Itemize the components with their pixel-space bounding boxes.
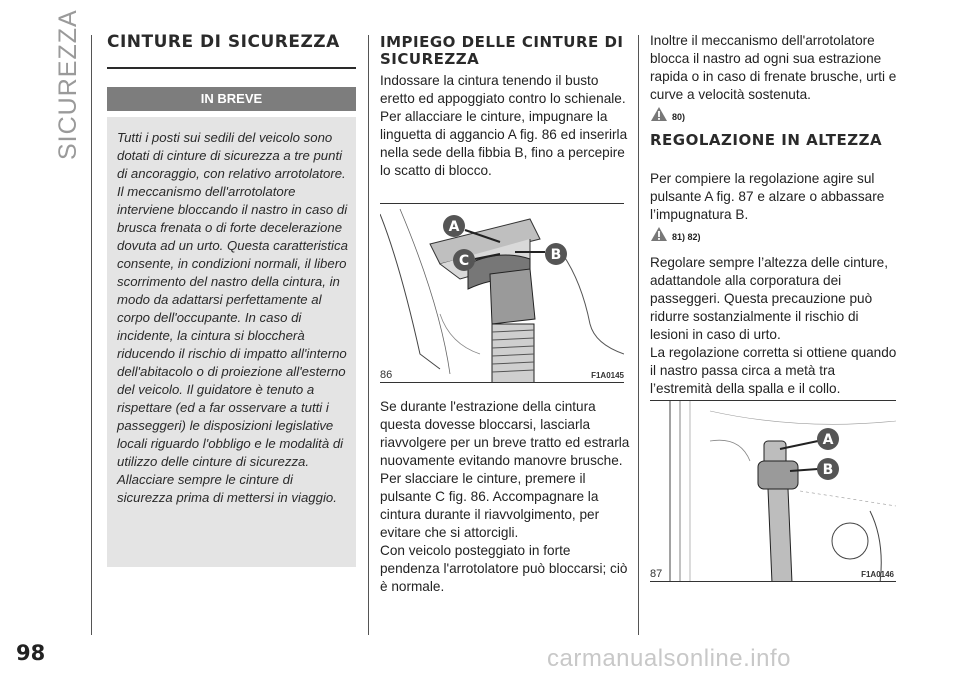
warning-reference xyxy=(650,226,701,242)
retractor-text xyxy=(650,32,898,104)
warning-number: 81) 82) xyxy=(672,232,701,242)
figure-code: F1A0145 xyxy=(591,371,624,380)
paragraph: Per compiere la regolazione agire sul pulsante A fig. 87 e alzare o abbassare l’impugnatura B. xyxy=(650,171,885,222)
seatbelt-buckle-illustration xyxy=(380,204,624,383)
column-divider xyxy=(368,35,369,635)
column-divider xyxy=(91,35,92,635)
warning-icon xyxy=(650,106,668,122)
figure-label: B xyxy=(822,462,834,478)
watermark: carmanualsonline.info xyxy=(547,645,791,672)
figure-label: A xyxy=(822,432,834,448)
brief-box xyxy=(107,117,356,567)
usage-text-top xyxy=(380,72,630,180)
section-heading-height: REGOLAZIONE IN ALTEZZA xyxy=(650,131,883,149)
page-number: 98 xyxy=(16,641,46,665)
heading-underline xyxy=(107,67,356,69)
figure-label: C xyxy=(458,253,470,269)
belt-height-adjuster-illustration xyxy=(650,401,896,582)
usage-text-bottom xyxy=(380,398,630,596)
figure-87 xyxy=(650,400,896,582)
height-text-bottom xyxy=(650,254,898,398)
column-divider xyxy=(638,35,639,635)
paragraph: Indossare la cintura tenendo il busto eretto ed appoggiato contro lo schienale. xyxy=(380,73,626,106)
warning-icon xyxy=(650,226,668,242)
figure-label: A xyxy=(448,219,460,235)
paragraph: La regolazione corretta si ottiene quando il nastro passa circa a metà tra l’estremità della spalla e il collo. xyxy=(650,345,897,396)
paragraph: Per slacciare le cinture, premere il pulsante C fig. 86. Accompagnare la cintura durante il riavvolgimento, per evitare che si attorcigli. xyxy=(380,471,600,540)
height-text-top xyxy=(650,170,898,224)
brief-heading: IN BREVE xyxy=(107,87,356,111)
figure-number: 86 xyxy=(380,369,393,381)
main-heading: CINTURE DI SICUREZZA xyxy=(107,32,340,52)
section-title: SICUREZZA xyxy=(54,9,82,160)
section-heading-usage: IMPIEGO DELLE CINTURE DI SICUREZZA xyxy=(380,33,624,68)
figure-number: 87 xyxy=(650,568,663,580)
paragraph: Con veicolo posteggiato in forte pendenza l'arrotolatore può bloccarsi; ciò è normale. xyxy=(380,543,628,594)
figure-86 xyxy=(380,203,624,383)
paragraph: Per allacciare le cinture, impugnare la linguetta di aggancio A fig. 86 ed inserirla nella sede della fibbia B, fino a percepire lo scatto di blocco. xyxy=(380,109,628,178)
warning-number: 80) xyxy=(672,112,686,122)
figure-code: F1A0146 xyxy=(861,570,894,579)
paragraph: Inoltre il meccanismo dell'arrotolatore blocca il nastro ad ogni sua estrazione rapida o in caso di frenate brusche, urti e curve a velocità sostenuta. xyxy=(650,33,897,102)
brief-text: Tutti i posti sui sedili del veicolo sono dotati di cinture di sicurezza a tre punti di ancoraggio, con relativo arrotolatore. Il meccanismo dell'arrotolatore interviene bloccando il nastro in caso di brusca frenata o di forte decelerazione dovuta ad un urto. Questa caratteristica consente, in condizioni normali, il libero scorrimento del nastro della cintura, in modo da adattarsi perfettamente al corpo dell'occupante. In caso di incidente, la cintura si bloccherà riducendo il rischio di impatto all'interno dell'abitacolo o di proiezione all'esterno del veicolo. Il guidatore è tenuto a rispettare (ed a far osservare a tutti i passeggeri) le disposizioni legislative locali riguardo l'obbligo e le modalità di utilizzo delle cinture di sicurezza. Allacciare sempre le cinture di sicurezza prima di mettersi in viaggio. xyxy=(117,130,348,505)
paragraph: Regolare sempre l’altezza delle cinture, adattandole alla corporatura dei passeggeri. Questa precauzione può ridurre sostanzialmente il rischio di lesioni in caso di urto. xyxy=(650,255,889,342)
figure-label: B xyxy=(550,247,562,263)
warning-reference xyxy=(650,106,685,122)
paragraph: Se durante l'estrazione della cintura questa dovesse bloccarsi, lasciarla riavvolgere per un breve tratto ed estrarla nuovamente evitando manovre brusche. xyxy=(380,399,630,468)
